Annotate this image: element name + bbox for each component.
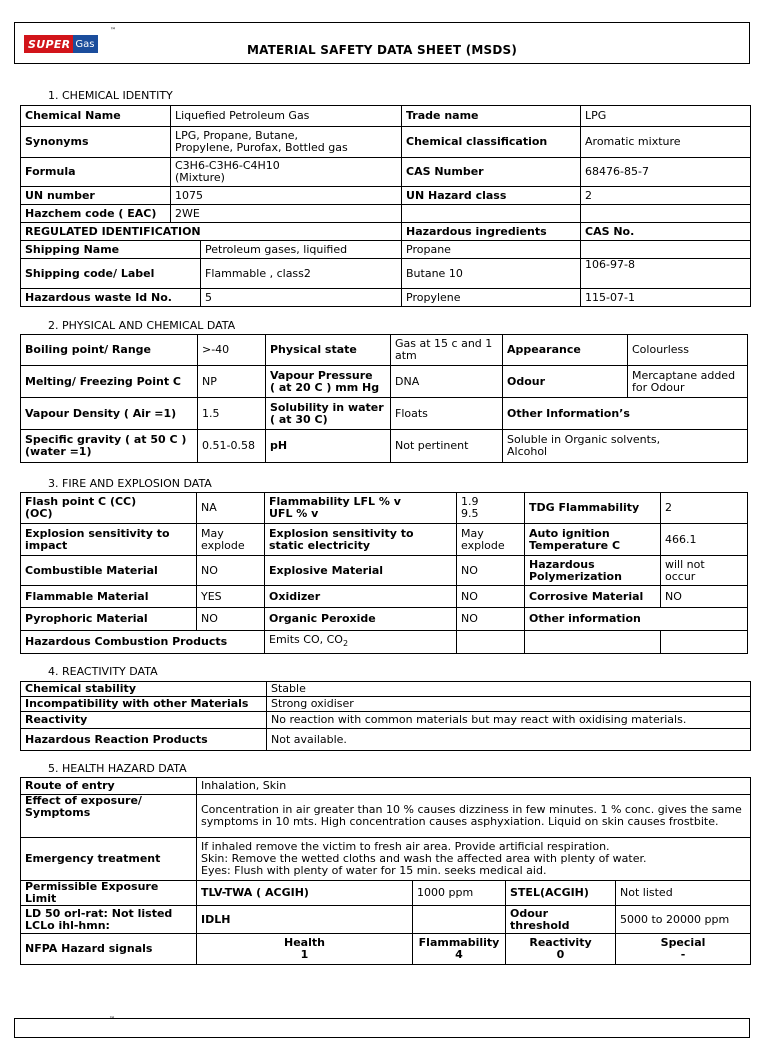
hazardous-ingredients-label: Hazardous ingredients [402, 223, 581, 241]
cas-no-label: CAS No. [581, 223, 751, 241]
table-row [21, 187, 751, 205]
ph-label: pH [266, 430, 391, 463]
treatment-line-3: Eyes: Flush with plenty of water for 15 min. seeks medical aid. [201, 864, 547, 877]
nfpa-special-value: - [680, 948, 686, 961]
auto-ignition-value: 466.1 [661, 524, 748, 556]
odour-label: Odour [503, 366, 628, 398]
hazardous-reaction-products-value: Not available. [267, 729, 751, 751]
nfpa-reactivity [506, 934, 616, 965]
hazchem-label: Hazchem code ( EAC) [21, 205, 171, 223]
solubility-line-1: Solubility in water [270, 400, 384, 414]
chemical-stability-label: Chemical stability [21, 682, 267, 697]
static-value-line-1: May [461, 526, 484, 540]
hazardous-waste-label: Hazardous waste Id No. [21, 289, 201, 307]
treatment-line-1: If inhaled remove the victim to fresh air area. Provide artificial respiration. [201, 840, 610, 853]
flammability-limits-label [265, 493, 457, 524]
table-row [21, 934, 751, 965]
empty-cell [402, 205, 581, 223]
regulated-identification-label: REGULATED IDENTIFICATION [21, 223, 402, 241]
nfpa-flammability-value: 4 [455, 948, 463, 961]
ingredient-1: Propane [402, 241, 581, 259]
polymerization-value-line-1: will not [665, 557, 705, 571]
oxidizer-label: Oxidizer [265, 586, 457, 608]
effect-of-exposure-value [197, 795, 751, 838]
table-row [21, 223, 751, 241]
ufl-label: UFL % v [269, 507, 319, 520]
solubility-value: Floats [391, 398, 503, 430]
impact-sensitivity-value [197, 524, 265, 556]
melting-point-value: NP [198, 366, 266, 398]
pyrophoric-material-label: Pyrophoric Material [21, 608, 197, 631]
ingredient-3: Propylene [402, 289, 581, 307]
shipping-code-label: Shipping code/ Label [21, 259, 201, 289]
stel-value: Not listed [616, 881, 751, 906]
chemical-stability-value: Stable [267, 682, 751, 697]
tlv-twa-value: 1000 ppm [413, 881, 506, 906]
table-row [21, 524, 748, 556]
ingredient-3-cas: 115-07-1 [581, 289, 751, 307]
classification-label: Chemical classification [402, 127, 581, 158]
specific-gravity-line-2: (water =1) [25, 445, 92, 458]
nfpa-label: NFPA Hazard signals [21, 934, 197, 965]
auto-ignition-line-1: Auto ignition [529, 526, 610, 540]
section-5-heading: 5. HEALTH HAZARD DATA [48, 762, 187, 775]
combustion-products-label: Hazardous Combustion Products [21, 631, 265, 654]
emergency-treatment-label: Emergency treatment [21, 838, 197, 881]
ph-value: Not pertinent [391, 430, 503, 463]
incompatibility-label: Incompatibility with other Materials [21, 697, 267, 712]
physical-state-line-2: atm [395, 349, 417, 362]
route-of-entry-value: Inhalation, Skin [197, 778, 751, 795]
static-value-line-2: explode [461, 538, 505, 552]
table-row [21, 259, 751, 289]
table-row [21, 366, 748, 398]
un-hazard-class-label: UN Hazard class [402, 187, 581, 205]
ld50-line-2: LCLo ihl-hmn: [25, 918, 110, 932]
table-row [21, 586, 748, 608]
reactivity-label: Reactivity [21, 712, 267, 729]
document-header [14, 22, 750, 64]
specific-gravity-line-1: Specific gravity ( at 50 C ) [25, 433, 187, 446]
table-row [21, 430, 748, 463]
formula-line-2: (Mixture) [175, 171, 225, 184]
table-row [21, 241, 751, 259]
nfpa-health-label: Health [284, 936, 325, 949]
table-row [21, 682, 751, 697]
effect-value-line-2: symptoms in 10 mts. High concentration causes asphyxiation. Liquid on skin causes frostbite. [201, 815, 719, 828]
chemical-name-value: Liquefied Petroleum Gas [171, 106, 402, 127]
odour-threshold-value: 5000 to 20000 ppm [616, 906, 751, 934]
solubility-line-2: ( at 30 C) [270, 412, 328, 426]
specific-gravity-label [21, 430, 198, 463]
vapour-density-value: 1.5 [198, 398, 266, 430]
polymerization-line-2: Polymerization [529, 569, 622, 583]
static-sensitivity-line-1: Explosion sensitivity to [269, 526, 414, 540]
table-row [21, 608, 748, 631]
effect-line-2: Symptoms [25, 806, 91, 819]
un-number-label: UN number [21, 187, 171, 205]
flash-point-line-2: (OC) [25, 507, 53, 520]
vapour-pressure-line-1: Vapour Pressure [270, 368, 373, 382]
physical-chemical-table [20, 334, 748, 463]
table-row [21, 205, 751, 223]
un-hazard-class-value: 2 [581, 187, 751, 205]
appearance-label: Appearance [503, 335, 628, 366]
cas-number-label: CAS Number [402, 158, 581, 187]
tlv-twa-label: TLV-TWA ( ACGIH) [197, 881, 413, 906]
logo-gas: Gas [73, 35, 97, 53]
table-row [21, 289, 751, 307]
idlh-label: IDLH [197, 906, 413, 934]
table-row [21, 493, 748, 524]
flash-point-line-1: Flash point C (CC) [25, 495, 137, 508]
table-row [21, 127, 751, 158]
vapour-pressure-line-2: ( at 20 C ) mm Hg [270, 380, 380, 394]
empty-cell [581, 241, 751, 259]
odour-line-2: for Odour [632, 380, 685, 394]
oxidizer-value: NO [457, 586, 525, 608]
hazardous-polymerization-label [525, 556, 661, 586]
combustible-material-value: NO [197, 556, 265, 586]
vapour-pressure-value: DNA [391, 366, 503, 398]
boiling-point-label: Boiling point/ Range [21, 335, 198, 366]
combustible-material-label: Combustible Material [21, 556, 197, 586]
physical-state-value [391, 335, 503, 366]
impact-sensitivity-line-2: impact [25, 538, 68, 552]
synonyms-label: Synonyms [21, 127, 171, 158]
classification-value: Aromatic mixture [581, 127, 751, 158]
section-4-heading: 4. REACTIVITY DATA [48, 665, 158, 678]
odour-threshold-label [506, 906, 616, 934]
odour-threshold-line-1: Odour [510, 906, 549, 920]
lfl-label: Flammability LFL % v [269, 495, 401, 508]
table-row [21, 778, 751, 795]
physical-state-line-1: Gas at 15 c and 1 [395, 337, 493, 350]
effect-line-1: Effect of exposure/ [25, 794, 142, 807]
corrosive-material-label: Corrosive Material [525, 586, 661, 608]
effect-of-exposure-label [21, 795, 197, 838]
synonyms-line-2: Propylene, Purofax, Bottled gas [175, 141, 348, 154]
table-row [21, 335, 748, 366]
stel-label: STEL(ACGIH) [506, 881, 616, 906]
synonyms-value [171, 127, 402, 158]
table-row [21, 712, 751, 729]
trademark: ™ [110, 27, 116, 34]
impact-value-line-1: May [201, 526, 224, 540]
health-hazard-table [20, 777, 751, 965]
flash-point-value: NA [197, 493, 265, 524]
incompatibility-value: Strong oxidiser [267, 697, 751, 712]
static-sensitivity-line-2: static electricity [269, 538, 370, 552]
table-row [21, 795, 751, 838]
section-3-heading: 3. FIRE AND EXPLOSION DATA [48, 477, 212, 490]
reactivity-table [20, 681, 751, 751]
combustion-products-value [265, 631, 457, 654]
nfpa-health [197, 934, 413, 965]
chemical-identity-table [20, 105, 751, 307]
effect-value-line-1: Concentration in air greater than 10 % causes dizziness in few minutes. 1 % conc. gives the same [201, 803, 742, 816]
flammability-limits-value [457, 493, 525, 524]
impact-sensitivity-line-1: Explosion sensitivity to [25, 526, 170, 540]
other-info-line-2: Alcohol [507, 445, 548, 458]
lfl-value: 1.9 [461, 495, 479, 508]
table-row [21, 697, 751, 712]
tdg-flammability-label: TDG Flammability [525, 493, 661, 524]
route-of-entry-label: Route of entry [21, 778, 197, 795]
nfpa-special-label: Special [660, 936, 706, 949]
formula-label: Formula [21, 158, 171, 187]
section-1-heading: 1. CHEMICAL IDENTITY [48, 89, 173, 102]
table-row [21, 556, 748, 586]
logo-super: SUPER [24, 35, 73, 53]
nfpa-reactivity-value: 0 [556, 948, 565, 961]
nfpa-reactivity-label: Reactivity [529, 936, 592, 949]
ufl-value: 9.5 [461, 507, 479, 520]
trade-name-value: LPG [581, 106, 751, 127]
fire-explosion-table [20, 492, 748, 654]
other-information-label: Other Information’s [503, 398, 748, 430]
static-sensitivity-label [265, 524, 457, 556]
corrosive-material-value: NO [661, 586, 748, 608]
hazardous-reaction-products-label: Hazardous Reaction Products [21, 729, 267, 751]
table-row [21, 906, 751, 934]
boiling-point-value: >-40 [198, 335, 266, 366]
melting-point-label: Melting/ Freezing Point C [21, 366, 198, 398]
section-2-heading: 2. PHYSICAL AND CHEMICAL DATA [48, 319, 236, 332]
formula-line-1: C3H6-C3H6-C4H10 [175, 159, 280, 172]
impact-value-line-2: explode [201, 538, 245, 552]
ld50-label [21, 906, 197, 934]
explosive-material-value: NO [457, 556, 525, 586]
ingredient-2: Butane 10 [402, 259, 581, 289]
ld50-line-1: LD 50 orl-rat: Not listed [25, 906, 173, 920]
table-row [21, 881, 751, 906]
next-page-header [14, 1018, 750, 1038]
impact-sensitivity-label [21, 524, 197, 556]
nfpa-health-value: 1 [300, 948, 309, 961]
empty-cell [661, 631, 748, 654]
cas-number-value: 68476-85-7 [581, 158, 751, 187]
physical-state-label: Physical state [266, 335, 391, 366]
other-information-label: Other information [525, 608, 748, 631]
other-info-line-1: Soluble in Organic solvents, [507, 433, 661, 446]
pyrophoric-material-value: NO [197, 608, 265, 631]
odour-threshold-line-2: threshold [510, 918, 570, 932]
table-row [21, 158, 751, 187]
static-sensitivity-value [457, 524, 525, 556]
flash-point-label [21, 493, 197, 524]
shipping-name-label: Shipping Name [21, 241, 201, 259]
other-information-value [503, 430, 748, 463]
tdg-flammability-value: 2 [661, 493, 748, 524]
polymerization-value-line-2: occur [665, 569, 696, 583]
un-number-value: 1075 [171, 187, 402, 205]
odour-value [628, 366, 748, 398]
odour-line-1: Mercaptane added [632, 368, 736, 382]
formula-value [171, 158, 402, 187]
polymerization-line-1: Hazardous [529, 557, 595, 571]
empty-cell [581, 205, 751, 223]
chemical-name-label: Chemical Name [21, 106, 171, 127]
nfpa-special [616, 934, 751, 965]
organic-peroxide-value: NO [457, 608, 525, 631]
empty-cell [457, 631, 525, 654]
trademark: ™ [109, 1016, 115, 1023]
organic-peroxide-label: Organic Peroxide [265, 608, 457, 631]
synonyms-line-1: LPG, Propane, Butane, [175, 129, 298, 142]
auto-ignition-label [525, 524, 661, 556]
specific-gravity-value: 0.51-0.58 [198, 430, 266, 463]
ingredient-2-cas: 106-97-8 [581, 259, 751, 289]
appearance-value: Colourless [628, 335, 748, 366]
explosive-material-label: Explosive Material [265, 556, 457, 586]
combustion-products-text: Emits CO, CO [269, 632, 343, 646]
hazardous-polymerization-value [661, 556, 748, 586]
hazardous-waste-value: 5 [201, 289, 402, 307]
solubility-label [266, 398, 391, 430]
reactivity-value: No reaction with common materials but may react with oxidising materials. [267, 712, 751, 729]
table-row [21, 106, 751, 127]
nfpa-flammability [413, 934, 506, 965]
vapour-density-label: Vapour Density ( Air =1) [21, 398, 198, 430]
exposure-limit-label: Permissible Exposure Limit [21, 881, 197, 906]
table-row [21, 729, 751, 751]
flammable-material-label: Flammable Material [21, 586, 197, 608]
flammable-material-value: YES [197, 586, 265, 608]
hazchem-value: 2WE [171, 205, 402, 223]
vapour-pressure-label [266, 366, 391, 398]
emergency-treatment-value [197, 838, 751, 881]
empty-cell [525, 631, 661, 654]
nfpa-flammability-label: Flammability [418, 936, 500, 949]
shipping-name-value: Petroleum gases, liquified [201, 241, 402, 259]
shipping-code-value: Flammable , class2 [201, 259, 402, 289]
trade-name-label: Trade name [402, 106, 581, 127]
auto-ignition-line-2: Temperature C [529, 538, 621, 552]
idlh-value [413, 906, 506, 934]
treatment-line-2: Skin: Remove the wetted cloths and wash the affected area with plenty of water. [201, 852, 647, 865]
table-row [21, 838, 751, 881]
combustion-products-subscript: 2 [342, 639, 349, 649]
document-title: MATERIAL SAFETY DATA SHEET (MSDS) [246, 43, 518, 57]
table-row [21, 398, 748, 430]
table-row [21, 631, 748, 654]
